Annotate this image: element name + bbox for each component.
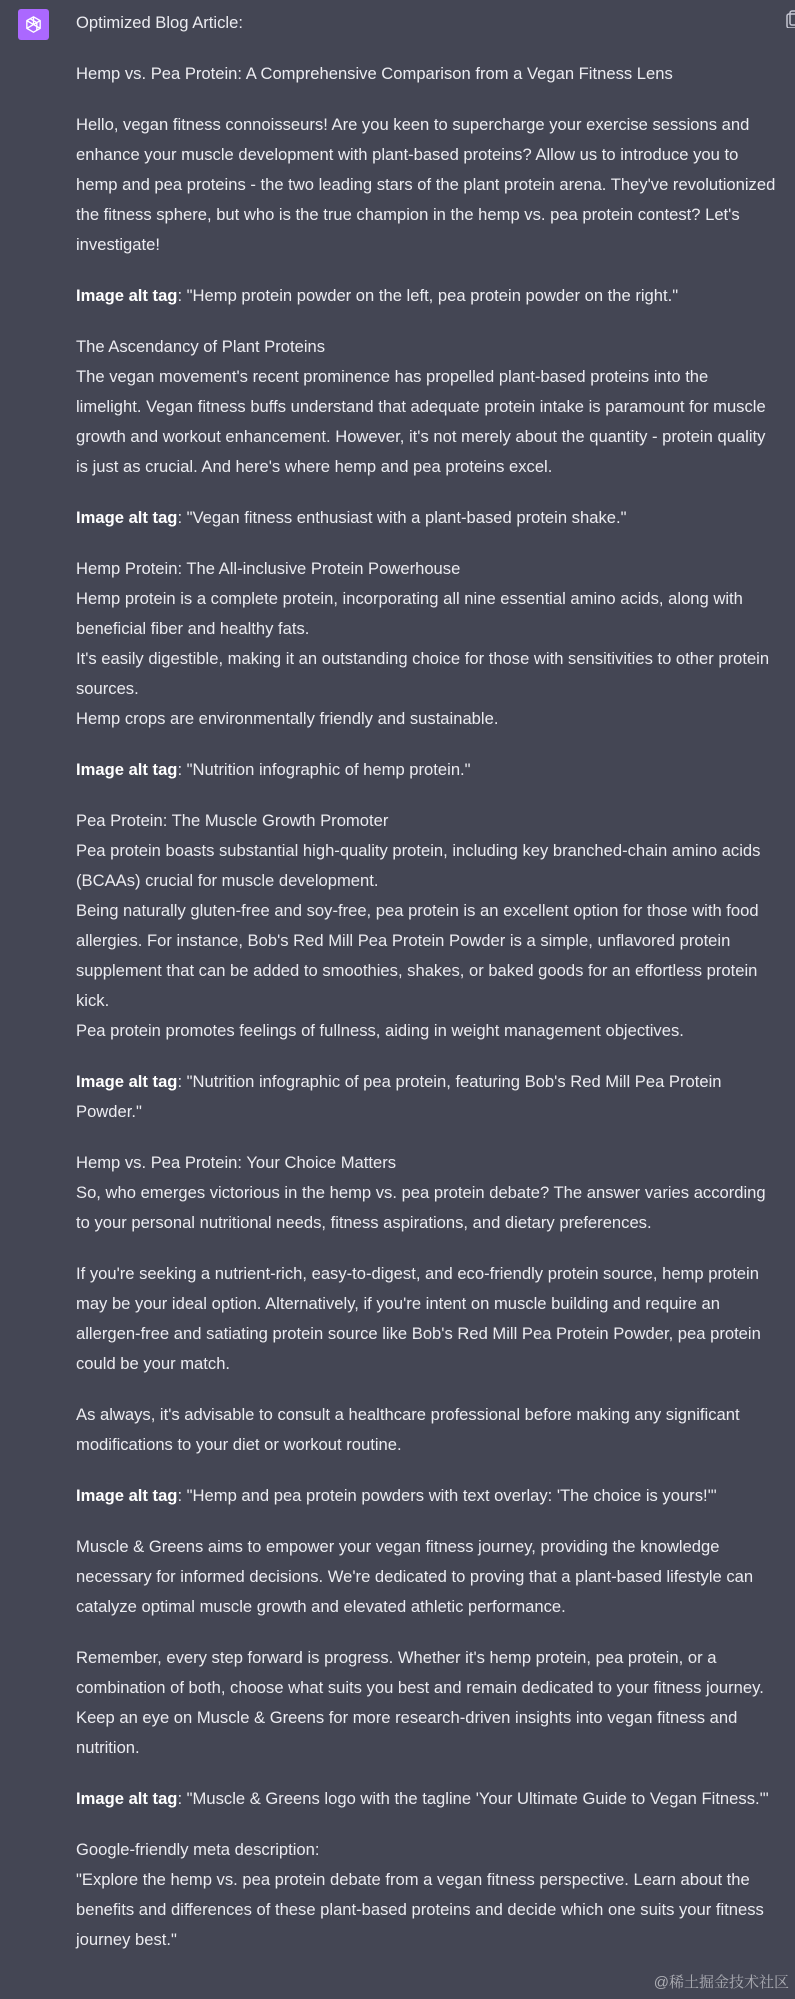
image-alt-tag-3: Image alt tag: "Nutrition infographic of hemp protein." — [76, 760, 471, 779]
image-alt-tag-2: Image alt tag: "Vegan fitness enthusiast with a plant-based protein shake." — [76, 508, 627, 527]
section-line: Hemp crops are environmentally friendly and sustainable. — [76, 709, 499, 728]
alt-label: Image alt tag — [76, 508, 178, 527]
alt-label: Image alt tag — [76, 760, 178, 779]
section-line: Pea protein promotes feelings of fullness, aiding in weight management objectives. — [76, 1021, 684, 1040]
image-alt-tag-6: Image alt tag: "Muscle & Greens logo with the tagline 'Your Ultimate Guide to Vegan Fitness.'" — [76, 1789, 769, 1808]
assistant-message — [76, 0, 776, 1955]
section-line: Pea protein boasts substantial high-quality protein, including key branched-chain amino acids (BCAAs) crucial for muscle development. — [76, 841, 761, 890]
copy-icon[interactable] — [786, 10, 795, 28]
article-title: Hemp vs. Pea Protein: A Comprehensive Comparison from a Vegan Fitness Lens — [76, 64, 673, 83]
meta-heading: Google-friendly meta description: — [76, 1840, 320, 1859]
section-heading-1: The Ascendancy of Plant Proteins — [76, 337, 326, 356]
alt-label: Image alt tag — [76, 1486, 178, 1505]
intro-paragraph: Hello, vegan fitness connoisseurs! Are you keen to supercharge your exercise sessions and enhance your muscle development with plant-based proteins? Allow us to introduce you to hemp and pea proteins - the two leading stars of the plant protein arena. They've revolutionized the fitness sphere, but who is the true champion in the hemp vs. pea protein contest? Let's investigate! — [76, 115, 776, 254]
alt-label: Image alt tag — [76, 286, 178, 305]
remember-paragraph: Remember, every step forward is progress. Whether it's hemp protein, pea protein, or a combination of both, choose what suits you best and remain dedicated to your fitness journey. Keep an eye on Muscle & Greens for more research-driven insights into vegan fitness and nutrition. — [76, 1648, 764, 1757]
section-text-4: So, who emerges victorious in the hemp vs. pea protein debate? The answer varies according to your personal nutritional needs, fitness aspirations, and dietary preferences. — [76, 1183, 766, 1232]
openai-logo-icon — [23, 14, 44, 35]
brand-paragraph: Muscle & Greens aims to empower your vegan fitness journey, providing the knowledge necessary for informed decisions. We're dedicated to proving that a plant-based lifestyle can catalyze optimal muscle growth and elevated athletic performance. — [76, 1537, 754, 1616]
image-alt-tag-5: Image alt tag: "Hemp and pea protein powders with text overlay: 'The choice is yours!'" — [76, 1486, 717, 1505]
watermark: @稀土掘金技术社区 — [653, 1974, 789, 1991]
alt-label: Image alt tag — [76, 1789, 178, 1808]
consult-paragraph: As always, it's advisable to consult a healthcare professional before making any significant modifications to your diet or workout routine. — [76, 1405, 740, 1454]
assistant-avatar — [18, 9, 49, 40]
section-line: Being naturally gluten-free and soy-free, pea protein is an excellent option for those with food allergies. For instance, Bob's Red Mill Pea Protein Powder is a simple, unflavored protein supplement that can be added to smoothies, shakes, or baked goods for an effortless protein kick. — [76, 901, 759, 1010]
section-heading-2: Hemp Protein: The All-inclusive Protein Powerhouse — [76, 559, 461, 578]
message-heading: Optimized Blog Article: — [76, 13, 243, 32]
section-heading-3: Pea Protein: The Muscle Growth Promoter — [76, 811, 389, 830]
section-text-1: The vegan movement's recent prominence has propelled plant-based proteins into the limelight. Vegan fitness buffs understand that adequate protein intake is paramount for muscle growth and workout enhancement. However, it's not merely about the quantity - protein quality is just as crucial. And here's where hemp and pea proteins excel. — [76, 367, 766, 476]
section-line: Hemp protein is a complete protein, incorporating all nine essential amino acids, along with beneficial fiber and healthy fats. — [76, 589, 743, 638]
choice-paragraph: If you're seeking a nutrient-rich, easy-to-digest, and eco-friendly protein source, hemp protein may be your ideal option. Alternatively, if you're intent on muscle building and require an allergen-free and satiating protein source like Bob's Red Mill Pea Protein Powder, pea protein could be your match. — [76, 1264, 761, 1373]
image-alt-tag-4: Image alt tag: "Nutrition infographic of pea protein, featuring Bob's Red Mill Pea Protein Powder." — [76, 1072, 722, 1121]
alt-label: Image alt tag — [76, 1072, 178, 1091]
image-alt-tag-1: Image alt tag: "Hemp protein powder on the left, pea protein powder on the right." — [76, 286, 679, 305]
section-line: It's easily digestible, making it an outstanding choice for those with sensitivities to other protein sources. — [76, 649, 770, 698]
section-heading-4: Hemp vs. Pea Protein: Your Choice Matters — [76, 1153, 397, 1172]
meta-description: "Explore the hemp vs. pea protein debate from a vegan fitness perspective. Learn about the benefits and differences of these plant-based proteins and decide which one suits your fitness journey best." — [76, 1870, 764, 1949]
